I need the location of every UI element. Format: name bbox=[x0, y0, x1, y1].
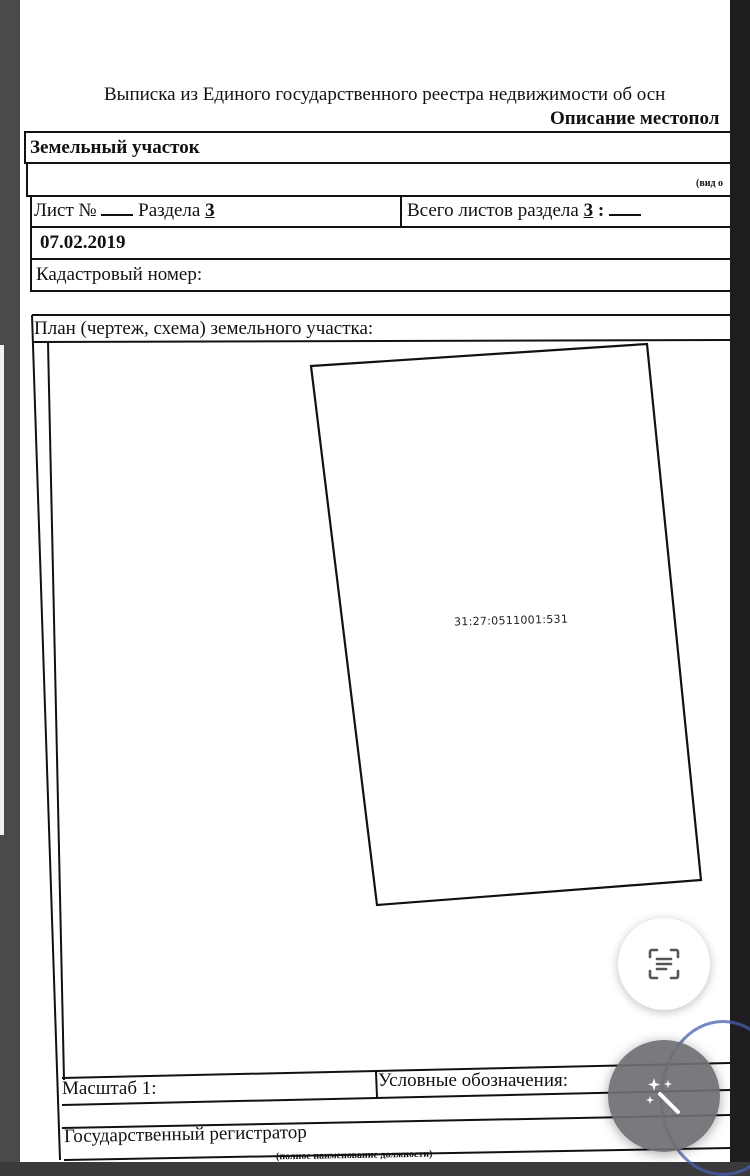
document-subheading: Описание местопол bbox=[550, 108, 720, 129]
document-date: 07.02.2019 bbox=[40, 232, 126, 253]
plan-title: План (чертеж, схема) земельного участка: bbox=[34, 318, 374, 339]
registrar-label: Государственный регистратор bbox=[63, 1121, 307, 1148]
cadastral-number-label: Кадастровый номер: bbox=[36, 264, 203, 285]
text-scan-icon bbox=[646, 946, 682, 982]
legend-label: Условные обозначения: bbox=[378, 1070, 569, 1091]
document-heading: Выписка из Единого государственного реестра недвижимости об осн bbox=[104, 84, 666, 105]
object-type: Земельный участок bbox=[30, 137, 200, 158]
right-edge-strip bbox=[730, 0, 750, 1162]
sheet-label: Лист № bbox=[34, 200, 97, 221]
object-kind-caption: (вид о bbox=[696, 178, 724, 189]
plan-drawing bbox=[20, 0, 730, 1162]
text-scan-button[interactable] bbox=[618, 918, 710, 1010]
registrar-caption: (полное наименование должности) bbox=[275, 1148, 433, 1162]
scale-label: Масштаб 1: bbox=[62, 1078, 157, 1099]
parcel-cadastral-number: 31:27:0511001:531 bbox=[453, 612, 569, 629]
section-number: 3 bbox=[205, 200, 215, 221]
section-label: Раздела bbox=[138, 200, 201, 221]
total-sheets-label: Всего листов раздела bbox=[407, 200, 579, 221]
left-edge-mark bbox=[0, 345, 4, 835]
magic-edit-button[interactable] bbox=[608, 1040, 720, 1152]
magic-wand-icon bbox=[642, 1074, 686, 1118]
total-sheets-section: 3 bbox=[583, 200, 594, 221]
total-sheets-field: Всего листов раздела 3 : bbox=[407, 200, 641, 222]
document-page bbox=[20, 0, 730, 1162]
